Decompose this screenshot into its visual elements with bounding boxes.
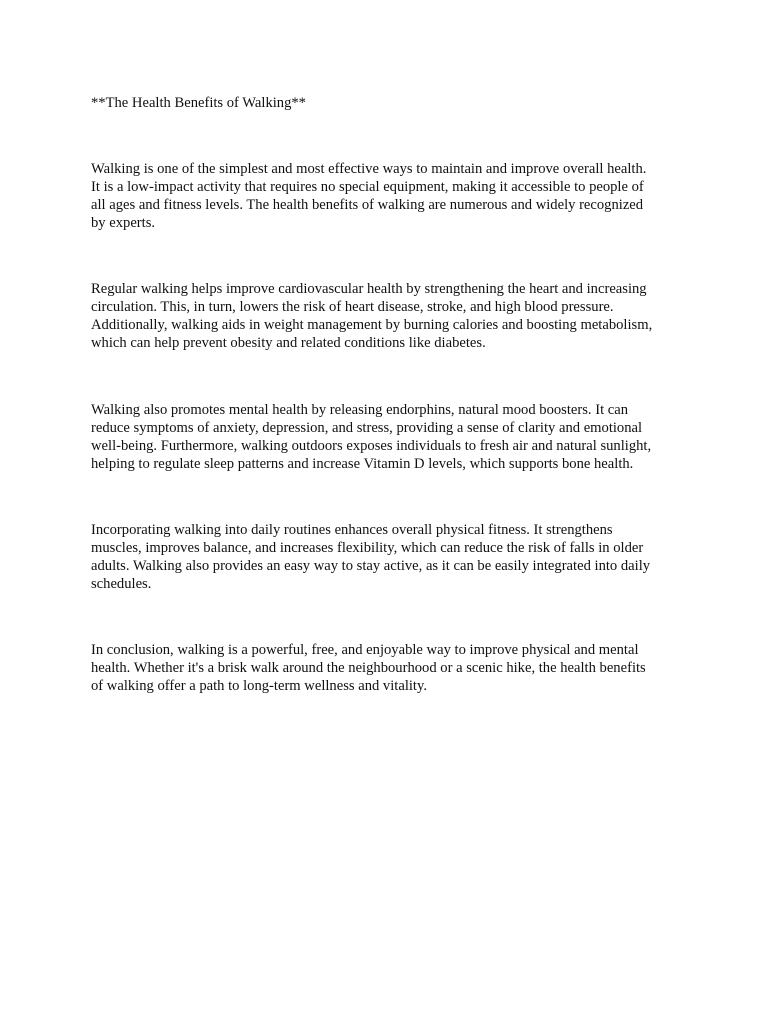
paragraph-physical-fitness	[91, 521, 681, 593]
paragraph-introduction	[91, 160, 681, 232]
paragraph-line: adults. Walking also provides an easy way to stay active, as it can be easily integrated into daily	[91, 558, 651, 574]
paragraph-line: Walking is one of the simplest and most effective ways to maintain and improve overall health.	[91, 161, 647, 177]
paragraph-line: health. Whether it's a brisk walk around the neighbourhood or a scenic hike, the health benefits	[91, 660, 646, 676]
paragraph-line: Regular walking helps improve cardiovascular health by strengthening the heart and increasing	[91, 281, 647, 297]
document-title: **The Health Benefits of Walking**	[91, 95, 306, 111]
paragraph-line: by experts.	[91, 215, 156, 231]
paragraph-line: It is a low-impact activity that requires no special equipment, making it accessible to people of	[91, 179, 644, 195]
paragraph-line: Additionally, walking aids in weight management by burning calories and boosting metabolism,	[91, 317, 653, 333]
paragraph-line: helping to regulate sleep patterns and increase Vitamin D levels, which supports bone health.	[91, 456, 634, 472]
paragraph-line: reduce symptoms of anxiety, depression, and stress, providing a sense of clarity and emotional	[91, 420, 643, 436]
paragraph-line: Incorporating walking into daily routines enhances overall physical fitness. It strengthens	[91, 522, 613, 538]
paragraph-line: In conclusion, walking is a powerful, free, and enjoyable way to improve physical and mental	[91, 642, 639, 658]
paragraph-mental-health	[91, 401, 681, 473]
paragraph-line: Walking also promotes mental health by releasing endorphins, natural mood boosters. It can	[91, 402, 629, 418]
paragraph-line: muscles, improves balance, and increases flexibility, which can reduce the risk of falls in older	[91, 540, 644, 556]
paragraph-line: all ages and fitness levels. The health benefits of walking are numerous and widely recognized	[91, 197, 644, 213]
paragraph-line: which can help prevent obesity and related conditions like diabetes.	[91, 335, 486, 351]
paragraph-cardiovascular	[91, 280, 681, 352]
paragraph-conclusion	[91, 641, 681, 695]
paragraph-line: of walking offer a path to long-term wellness and vitality.	[91, 678, 427, 694]
paragraph-line: schedules.	[91, 576, 152, 592]
paragraph-line: well-being. Furthermore, walking outdoors exposes individuals to fresh air and natural sunlight,	[91, 438, 652, 454]
paragraph-line: circulation. This, in turn, lowers the risk of heart disease, stroke, and high blood pressure.	[91, 299, 614, 315]
